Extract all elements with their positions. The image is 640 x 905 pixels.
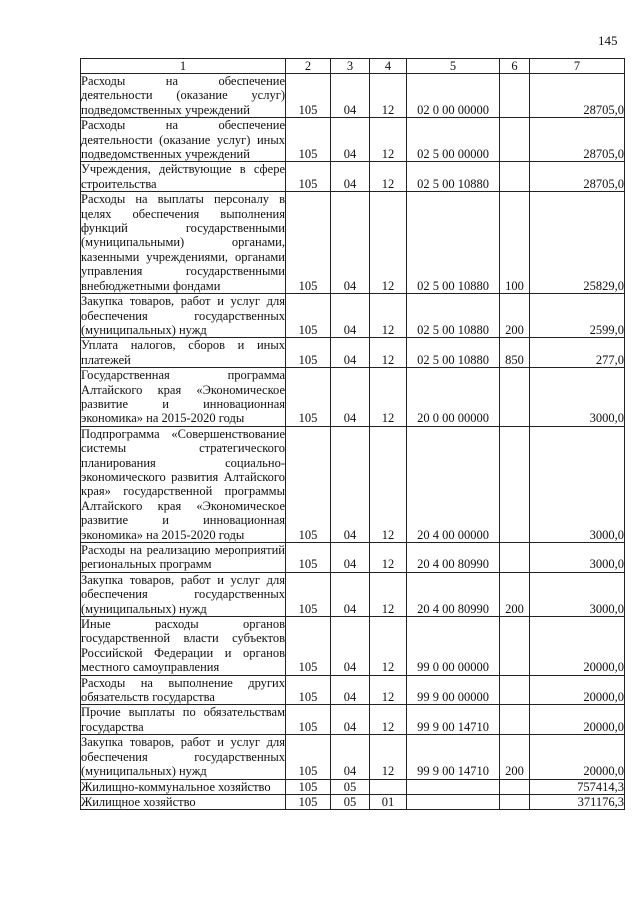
- table-row: [81, 368, 625, 427]
- header-col-2: 2: [286, 59, 331, 74]
- row-col-4: 12: [370, 543, 407, 573]
- row-name: Прочие выплаты по обязательствам государства: [81, 705, 285, 734]
- row-col-4: 12: [370, 294, 407, 338]
- row-col-4: 12: [370, 162, 407, 192]
- row-col-5: 20 4 00 80990: [407, 543, 500, 573]
- row-name: Расходы на обеспечение деятельности (оказание услуг) иных подведомственных учреждений: [81, 118, 285, 162]
- budget-table: [80, 58, 625, 810]
- row-col-2: 105: [286, 779, 331, 794]
- row-col-2: 105: [286, 162, 331, 192]
- row-col-5: 02 0 00 00000: [407, 74, 500, 118]
- row-col-3: 04: [331, 192, 370, 294]
- row-col-2: 105: [286, 426, 331, 542]
- row-col-3: 04: [331, 74, 370, 118]
- row-col-6: [500, 705, 530, 735]
- header-col-6: 6: [500, 59, 530, 74]
- table-row: [81, 705, 625, 735]
- row-col-3: 04: [331, 368, 370, 427]
- row-col-4: 12: [370, 426, 407, 542]
- row-col-4: 12: [370, 572, 407, 616]
- row-col-4: 12: [370, 192, 407, 294]
- row-name: Уплата налогов, сборов и иных платежей: [81, 338, 285, 367]
- row-col-3: 04: [331, 735, 370, 779]
- row-amount: 371176,3: [530, 794, 625, 809]
- row-col-6: [500, 74, 530, 118]
- header-col-4: 4: [370, 59, 407, 74]
- row-amount: 28705,0: [530, 74, 625, 118]
- table-row: [81, 338, 625, 368]
- table-row: [81, 617, 625, 676]
- row-col-3: 05: [331, 794, 370, 809]
- table-row: [81, 192, 625, 294]
- row-amount: 20000,0: [530, 617, 625, 676]
- row-col-6: [500, 162, 530, 192]
- row-name: Расходы на реализацию мероприятий региональных программ: [81, 543, 285, 572]
- row-col-3: 04: [331, 162, 370, 192]
- row-col-6: 200: [500, 294, 530, 338]
- row-col-3: 04: [331, 118, 370, 162]
- row-amount: 3000,0: [530, 543, 625, 573]
- table-row: [81, 294, 625, 338]
- row-name: Расходы на обеспечение деятельности (оказание услуг) подведомственных учреждений: [81, 74, 285, 117]
- header-col-7: 7: [530, 59, 625, 74]
- table-row: [81, 426, 625, 542]
- row-name: Закупка товаров, работ и услуг для обеспечения государственных (муниципальных) нужд: [81, 735, 285, 779]
- row-col-3: 04: [331, 705, 370, 735]
- row-col-2: 105: [286, 543, 331, 573]
- row-col-4: 12: [370, 675, 407, 705]
- row-name: Учреждения, действующие в сфере строительства: [81, 162, 285, 191]
- row-col-4: [370, 779, 407, 794]
- row-col-6: [500, 617, 530, 676]
- row-col-3: 04: [331, 338, 370, 368]
- row-col-6: 850: [500, 338, 530, 368]
- table-body: [81, 74, 625, 810]
- row-col-2: 105: [286, 118, 331, 162]
- row-col-3: 04: [331, 294, 370, 338]
- row-col-5: 99 9 00 00000: [407, 675, 500, 705]
- header-col-5: 5: [407, 59, 500, 74]
- row-col-6: [500, 368, 530, 427]
- table-row: [81, 118, 625, 162]
- row-col-4: 12: [370, 617, 407, 676]
- row-amount: 3000,0: [530, 368, 625, 427]
- row-col-3: 04: [331, 543, 370, 573]
- row-col-6: [500, 543, 530, 573]
- row-col-4: 12: [370, 368, 407, 427]
- row-col-6: [500, 426, 530, 542]
- row-col-6: 200: [500, 735, 530, 779]
- row-amount: 3000,0: [530, 572, 625, 616]
- row-col-5: 02 5 00 10880: [407, 162, 500, 192]
- row-col-2: 105: [286, 368, 331, 427]
- row-col-6: [500, 118, 530, 162]
- row-amount: 25829,0: [530, 192, 625, 294]
- row-amount: 28705,0: [530, 118, 625, 162]
- row-col-2: 105: [286, 294, 331, 338]
- row-col-3: 04: [331, 617, 370, 676]
- row-col-2: 105: [286, 794, 331, 809]
- row-name: Расходы на выплаты персоналу в целях обеспечения выполнения функций государственными (муниципальными) органами, казенными учреждениями, органами управления государственными внебюджетными фондами: [81, 192, 285, 293]
- row-col-5: 20 4 00 80990: [407, 572, 500, 616]
- row-col-4: 12: [370, 74, 407, 118]
- row-col-2: 105: [286, 735, 331, 779]
- page-number: 145: [598, 33, 618, 48]
- row-col-2: 105: [286, 705, 331, 735]
- row-col-5: 99 9 00 14710: [407, 735, 500, 779]
- table-row: [81, 735, 625, 779]
- row-col-5: [407, 794, 500, 809]
- row-name: Закупка товаров, работ и услуг для обеспечения государственных (муниципальных) нужд: [81, 572, 285, 616]
- row-col-4: 12: [370, 338, 407, 368]
- row-name: Подпрограмма «Совершенствование системы стратегического планирования социально-экономического развития Алтайского края» государственной программы Алтайского края «Экономическое развитие и инновационная экономика» на 2015-2020 годы: [81, 426, 285, 542]
- header-col-1: 1: [81, 59, 286, 74]
- table-row: [81, 572, 625, 616]
- row-col-5: 02 5 00 10880: [407, 192, 500, 294]
- table-row: [81, 779, 625, 794]
- row-amount: 3000,0: [530, 426, 625, 542]
- table-header: [81, 59, 625, 74]
- row-col-5: 02 5 00 00000: [407, 118, 500, 162]
- row-col-6: [500, 779, 530, 794]
- row-col-5: 02 5 00 10880: [407, 294, 500, 338]
- table-row: [81, 794, 625, 809]
- row-amount: 20000,0: [530, 735, 625, 779]
- row-name: Жилищное хозяйство: [81, 794, 286, 809]
- row-col-3: 04: [331, 675, 370, 705]
- row-col-6: [500, 794, 530, 809]
- table-row: [81, 543, 625, 573]
- row-amount: 757414,3: [530, 779, 625, 794]
- row-col-2: 105: [286, 192, 331, 294]
- table-row: [81, 162, 625, 192]
- row-col-4: 12: [370, 705, 407, 735]
- row-col-2: 105: [286, 617, 331, 676]
- table-row: [81, 675, 625, 705]
- row-amount: 277,0: [530, 338, 625, 368]
- row-name: Государственная программа Алтайского края «Экономическое развитие и инновационная экономика» на 2015-2020 годы: [81, 368, 285, 426]
- row-col-5: 99 0 00 00000: [407, 617, 500, 676]
- row-col-2: 105: [286, 572, 331, 616]
- row-col-4: 01: [370, 794, 407, 809]
- row-col-5: 20 4 00 00000: [407, 426, 500, 542]
- row-name: Закупка товаров, работ и услуг для обеспечения государственных (муниципальных) нужд: [81, 294, 285, 337]
- row-col-3: 04: [331, 426, 370, 542]
- row-col-2: 105: [286, 74, 331, 118]
- row-col-6: [500, 675, 530, 705]
- row-col-3: 04: [331, 572, 370, 616]
- row-name: Иные расходы органов государственной власти субъектов Российской Федерации и органов местного самоуправления: [81, 617, 285, 675]
- row-amount: 20000,0: [530, 705, 625, 735]
- row-amount: 2599,0: [530, 294, 625, 338]
- row-col-3: 05: [331, 779, 370, 794]
- row-col-5: 20 0 00 00000: [407, 368, 500, 427]
- row-col-5: [407, 779, 500, 794]
- row-col-2: 105: [286, 338, 331, 368]
- table-row: [81, 74, 625, 118]
- row-col-5: 02 5 00 10880: [407, 338, 500, 368]
- row-name: Жилищно-коммунальное хозяйство: [81, 779, 286, 794]
- row-amount: 20000,0: [530, 675, 625, 705]
- header-row: [81, 59, 625, 74]
- row-col-6: 200: [500, 572, 530, 616]
- row-col-2: 105: [286, 675, 331, 705]
- row-amount: 28705,0: [530, 162, 625, 192]
- row-col-4: 12: [370, 118, 407, 162]
- header-col-3: 3: [331, 59, 370, 74]
- row-col-6: 100: [500, 192, 530, 294]
- row-col-5: 99 9 00 14710: [407, 705, 500, 735]
- row-name: Расходы на выполнение других обязательств государства: [81, 675, 285, 705]
- row-col-4: 12: [370, 735, 407, 779]
